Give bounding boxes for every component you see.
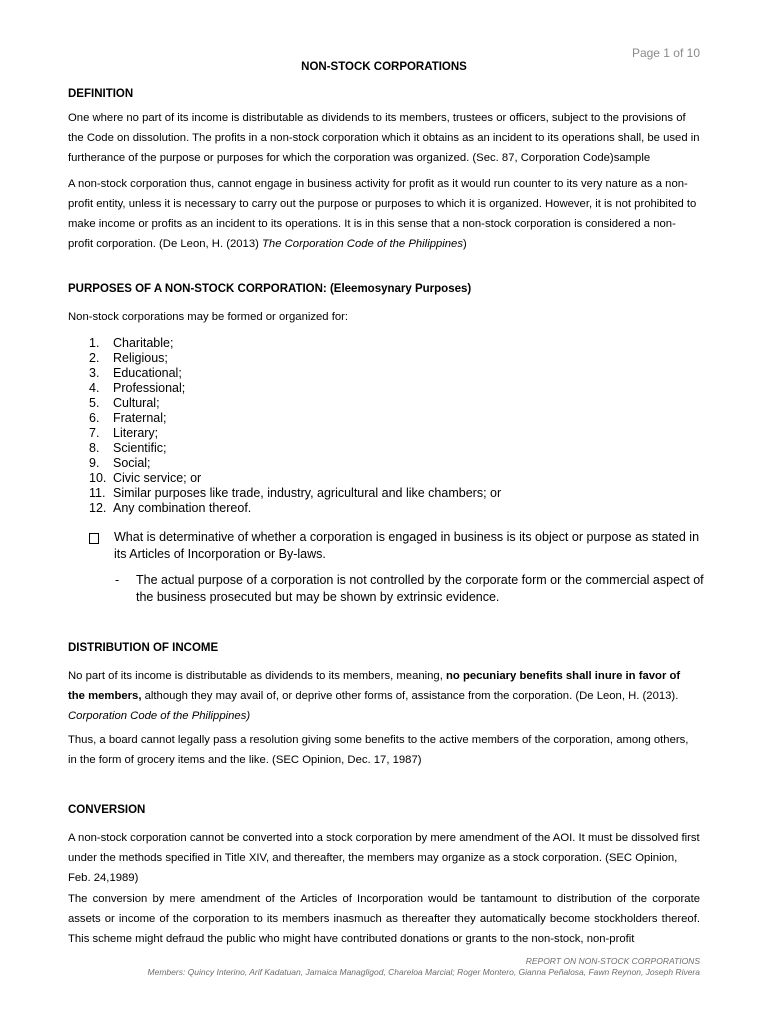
list-item-text: Fraternal;	[113, 411, 167, 425]
list-item	[89, 471, 501, 486]
list-item	[89, 501, 501, 516]
list-item-text: Social;	[113, 456, 151, 470]
page-number: Page 1 of 10	[631, 46, 700, 60]
list-item	[89, 411, 501, 426]
distribution-p1-text-b: although they may avail of, or deprive other forms of, assistance from the corporation. (De Leon, H. (2013).	[141, 690, 679, 702]
definition-heading: DEFINITION	[68, 88, 134, 100]
definition-paragraph-2-text: A non-stock corporation thus, cannot engage in business activity for profit as it would run counter to its very nature as a non-profit entity, unless it is necessary to carry out the purpose or purposes to which it is organized. However, it is not prohibited to make income or profits as an incident to its operations. It is in this sense that a non-stock corporation is considered a non-profit corporation. (De Leon, H. (2013)	[68, 178, 697, 250]
extrinsic-evidence-text: The actual purpose of a corporation is not controlled by the corporate form or the commercial aspect of the business prosecuted but may be shown by extrinsic evidence.	[136, 573, 704, 604]
list-item-number: 2.	[89, 351, 100, 365]
list-item	[89, 426, 501, 441]
purposes-heading	[68, 283, 471, 295]
list-item-text: Scientific;	[113, 441, 167, 455]
list-item	[89, 336, 501, 351]
page-footer	[148, 956, 700, 978]
list-item-number: 3.	[89, 366, 100, 380]
list-item-number: 12.	[89, 501, 107, 515]
list-item-text: Educational;	[113, 366, 182, 380]
definition-paragraph-1: One where no part of its income is distributable as dividends to its members, trustees or officers, subject to the provisions of the Code on dissolution. The profits in a non-stock corporation which it obtains as an incident to its operations shall, be used in furtherance of the purpose or purposes for which the corporation was organized. (Sec. 87, Corporation Code)sample	[68, 112, 700, 164]
list-item	[89, 486, 501, 501]
list-item-number: 1.	[89, 336, 100, 350]
list-item	[89, 366, 501, 381]
list-item-text: Cultural;	[113, 396, 160, 410]
list-item	[89, 396, 501, 411]
determinative-bullet	[89, 529, 709, 563]
list-item-text: Religious;	[113, 351, 168, 365]
footer-report-title: REPORT ON NON-STOCK CORPORATIONS	[525, 956, 700, 966]
list-item-number: 4.	[89, 381, 100, 395]
purposes-list	[89, 336, 501, 516]
list-item-number: 9.	[89, 456, 100, 470]
document-title: NON-STOCK CORPORATIONS	[301, 61, 467, 73]
footer-members: Members: Quincy Interino, Arif Kadatuan, Jamaica Managligod, Chareloa Marcial; Roger Montero, Gianna Peñalosa, Fawn Reynon, Joseph Rivera	[147, 967, 700, 977]
list-item-text: Similar purposes like trade, industry, agricultural and like chambers; or	[113, 486, 502, 500]
definition-paragraph-2	[68, 174, 700, 254]
list-item	[89, 456, 501, 471]
purposes-heading-sub: (Eleemosynary Purposes)	[329, 283, 472, 295]
distribution-p1-text-a: No part of its income is distributable as dividends to its members, meaning,	[68, 670, 446, 682]
distribution-p1-bold: no pecuniary benefits shall inure in favor of the members,	[68, 670, 681, 702]
list-item-number: 7.	[89, 426, 100, 440]
extrinsic-evidence-sub-bullet	[115, 572, 709, 606]
definition-book-title: The Corporation Code of the Philippines	[262, 238, 463, 250]
determinative-bullet-text: What is determinative of whether a corporation is engaged in business is its object or purpose as stated in its Articles of Incorporation or By-laws.	[114, 530, 700, 561]
list-item-text: Any combination thereof.	[113, 501, 252, 515]
distribution-paragraph-1	[68, 666, 700, 726]
list-item-text: Professional;	[113, 381, 186, 395]
list-item-text: Civic service; or	[113, 471, 202, 485]
square-bullet-icon	[89, 533, 99, 544]
list-item	[89, 351, 501, 366]
dash-bullet: -	[115, 573, 120, 587]
distribution-paragraph-2: Thus, a board cannot legally pass a resolution giving some benefits to the active members of the corporation, among others, in the form of grocery items and the like. (SEC Opinion, Dec. 17, 1987)	[68, 734, 689, 766]
purposes-heading-main: PURPOSES OF A NON-STOCK CORPORATION:	[68, 283, 330, 295]
distribution-p1-italic: Corporation Code of the Philippines)	[68, 710, 251, 722]
list-item-number: 8.	[89, 441, 100, 455]
list-item-number: 5.	[89, 396, 100, 410]
conversion-paragraph-2: The conversion by mere amendment of the Articles of Incorporation would be tantamount to distribution of the corporate assets or income of the corporation to its members inasmuch as thereafter they automatically become stockholders thereof. This scheme might defraud the public who might have contributed donations or grants to the non-stock, non-profit	[68, 893, 700, 945]
list-item-number: 10.	[89, 471, 107, 485]
conversion-heading: CONVERSION	[68, 804, 146, 816]
conversion-paragraph-1: A non-stock corporation cannot be converted into a stock corporation by mere amendment of the AOI. It must be dissolved first under the methods specified in Title XIV, and thereafter, the members may organize as a stock corporation. (SEC Opinion, Feb. 24,1989)	[68, 832, 700, 884]
list-item-text: Charitable;	[113, 336, 174, 350]
list-item	[89, 441, 501, 456]
list-item-number: 6.	[89, 411, 100, 425]
purposes-intro: Non-stock corporations may be formed or organized for:	[68, 311, 349, 323]
list-item-number: 11.	[89, 486, 106, 500]
list-item-text: Literary;	[113, 426, 159, 440]
definition-paragraph-2-end: )	[463, 238, 467, 250]
distribution-heading: DISTRIBUTION OF INCOME	[68, 642, 219, 654]
list-item	[89, 381, 501, 396]
